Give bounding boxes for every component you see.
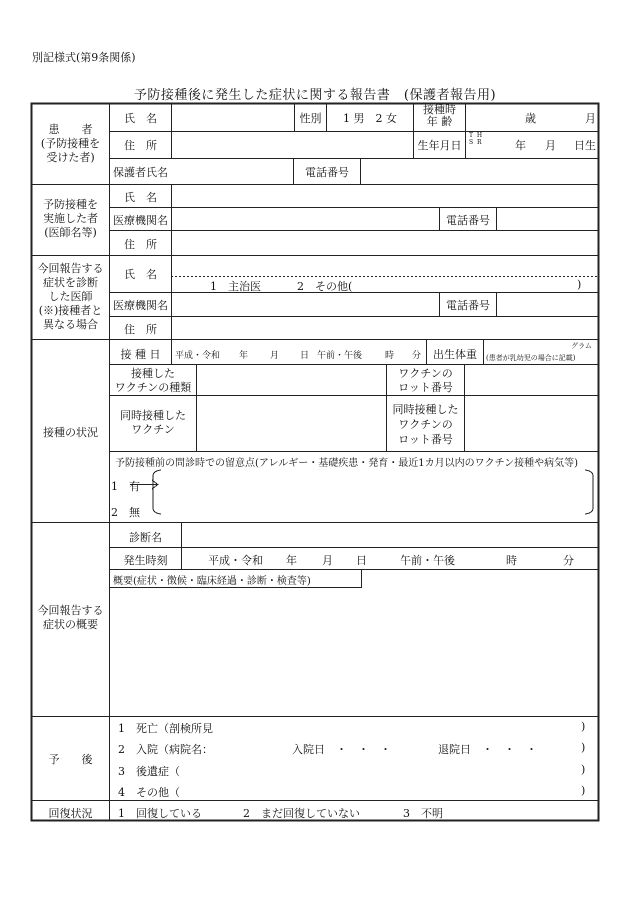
age-months-unit: 月	[585, 112, 596, 125]
relation-other[interactable]: 2 その他(	[297, 280, 353, 293]
summary-field[interactable]	[110, 588, 598, 716]
vaccinator-section-label-2: 実施した者	[43, 212, 98, 225]
doctor-section-label-3: した医師	[48, 290, 93, 303]
gram-unit: グラム	[571, 342, 592, 350]
vaccination-date-year: 年	[239, 351, 249, 361]
concurrent-vaccine-field[interactable]	[197, 396, 386, 451]
concurrent-label-1: 同時接種した	[120, 409, 186, 422]
pre-vaccination-notes-label: 予防接種前の問診時での留意点(アレルギー・基礎疾患・発育・最近1カ月以内のワクチン接種や病気等)	[115, 458, 579, 469]
vaccinator-phone-field[interactable]	[497, 208, 598, 230]
doctor-phone-label: 電話番号	[446, 299, 490, 312]
sex-label: 性別	[299, 112, 322, 125]
onset-year: 年	[286, 554, 297, 567]
prognosis-hospitalized[interactable]: 2 入院（病院名：	[118, 743, 213, 756]
onset-day: 日	[356, 554, 367, 567]
admission-date[interactable]: 入院日 ・ ・ ・	[292, 743, 391, 756]
guardian-name-label: 保護者氏名	[113, 166, 168, 179]
relation-primary[interactable]: 1 主治医	[210, 280, 261, 293]
onset-month: 月	[322, 554, 333, 567]
lot-label-2: ロット番号	[398, 381, 453, 394]
doctor-name-label: 氏 名	[124, 268, 157, 281]
form-title: 予防接種後に発生した症状に関する報告書 (保護者報告用)	[133, 88, 497, 103]
doctor-section-label-4: (※)接種者と	[38, 304, 103, 317]
patient-address-label: 住 所	[124, 139, 157, 152]
age-label-1: 接種時	[423, 103, 456, 116]
birthdate-label: 生年月日	[417, 139, 462, 152]
doctor-section-label-5: 異なる場合	[43, 318, 98, 331]
concurrent-lot-field[interactable]	[465, 396, 598, 451]
prognosis-section-label: 予 後	[48, 753, 93, 766]
birth-weight-label: 出生体重	[433, 348, 477, 361]
era-mark-t: T	[469, 132, 474, 139]
vaccinator-name-field[interactable]	[172, 185, 598, 207]
header-note: 別記様式(第9条関係)	[32, 51, 136, 64]
patient-name-field[interactable]	[172, 104, 294, 131]
relation-close-paren: )	[577, 278, 582, 291]
doctor-name-field[interactable]	[172, 256, 598, 276]
doctor-address-field[interactable]	[172, 317, 598, 339]
prognosis-other[interactable]: 4 その他（	[118, 786, 180, 799]
guardian-name-field[interactable]	[172, 159, 293, 184]
vaccine-type-field[interactable]	[197, 365, 386, 395]
prognosis-death-close: )	[581, 720, 586, 733]
era-mark-r: R	[476, 139, 482, 146]
concurrent-lot-label-2: ワクチンの	[398, 418, 453, 431]
discharge-date[interactable]: 退院日 ・ ・ ・	[438, 743, 537, 756]
birth-month-unit: 月	[545, 139, 556, 152]
vaccinator-section-label-3: (医師名等)	[44, 226, 97, 239]
diagnosis-label: 診断名	[129, 531, 162, 544]
doctor-section-label-1: 今回報告する	[37, 262, 104, 275]
onset-era: 平成・令和	[208, 554, 263, 567]
symptoms-section-label-2: 症状の概要	[43, 618, 98, 631]
concurrent-lot-label-1: 同時接種した	[392, 403, 459, 416]
birth-weight-note: (患者が乳幼児の場合に記載)	[486, 354, 576, 362]
recovery-option-recovered[interactable]: 1 回復している	[118, 807, 202, 820]
vaccinator-institution-field[interactable]	[172, 208, 439, 230]
lot-number-field[interactable]	[465, 365, 598, 395]
era-mark-h: H	[476, 132, 483, 139]
age-label-2: 年 齢	[426, 115, 453, 128]
vaccination-date-label: 接 種 日	[120, 348, 161, 361]
doctor-address-label: 住 所	[124, 323, 157, 336]
prognosis-sequelae[interactable]: 3 後遺症（	[118, 765, 180, 778]
vaccine-type-label-2: ワクチンの種類	[114, 381, 192, 394]
doctor-phone-field[interactable]	[497, 293, 598, 316]
patient-name-label: 氏 名	[124, 112, 157, 125]
recovery-option-unknown[interactable]: 3 不明	[403, 807, 443, 820]
age-years-unit: 歳	[525, 112, 536, 125]
onset-ampm: 午前・午後	[400, 554, 455, 567]
doctor-institution-field[interactable]	[172, 293, 439, 316]
notes-option-yes[interactable]: 1 有	[111, 480, 140, 493]
vaccinator-address-field[interactable]	[172, 231, 598, 255]
patient-address-field[interactable]	[172, 132, 413, 158]
patient-section-label-3: 受けた者)	[46, 151, 95, 164]
doctor-institution-label: 医療機関名	[113, 299, 168, 312]
prognosis-sequelae-close: )	[581, 763, 586, 776]
lot-label-1: ワクチンの	[398, 367, 453, 380]
summary-label: 概要(症状・徴候・臨床経過・診断・検査等)	[113, 576, 311, 587]
vaccination-section-label: 接種の状況	[43, 426, 98, 439]
vaccination-date-day: 日	[300, 351, 310, 361]
onset-hour: 時	[506, 554, 517, 567]
vaccination-date-minute: 分	[412, 351, 422, 361]
prognosis-other-close: )	[581, 784, 586, 797]
vaccine-type-label-1: 接種した	[131, 367, 175, 380]
guardian-phone-label: 電話番号	[305, 166, 349, 179]
era-mark-s: S	[469, 139, 474, 146]
recovery-section-label: 回復状況	[48, 807, 93, 820]
vaccinator-institution-label: 医療機関名	[113, 214, 168, 227]
concurrent-lot-label-3: ロット番号	[398, 433, 453, 446]
prognosis-death[interactable]: 1 死亡（剖検所見	[118, 722, 213, 735]
patient-section-label-1: 患 者	[48, 123, 93, 136]
vaccination-date-ampm: 午前・午後	[317, 351, 363, 361]
guardian-phone-field[interactable]	[361, 159, 598, 184]
vaccinator-phone-label: 電話番号	[446, 214, 490, 227]
vaccinator-address-label: 住 所	[124, 238, 157, 251]
recovery-option-not-recovered[interactable]: 2 まだ回復していない	[243, 807, 360, 820]
onset-label: 発生時刻	[123, 554, 168, 567]
diagnosis-field[interactable]	[182, 523, 598, 547]
birth-year-unit: 年	[515, 139, 526, 152]
symptoms-section-label-1: 今回報告する	[37, 604, 104, 617]
vaccinator-section-label-1: 予防接種を	[43, 198, 98, 211]
vaccination-date-month: 月	[270, 351, 280, 361]
prognosis-hospital-close: )	[581, 741, 586, 754]
doctor-section-label-2: 症状を診断	[43, 276, 98, 289]
onset-minute: 分	[563, 554, 574, 567]
birth-day-unit: 日生	[574, 139, 596, 152]
concurrent-label-2: ワクチン	[131, 423, 175, 436]
notes-option-no[interactable]: 2 無	[111, 506, 140, 519]
patient-section-label-2: (予防接種を	[40, 137, 101, 150]
notes-detail-field[interactable]	[162, 471, 584, 513]
vaccination-date-era: 平成・令和	[175, 351, 221, 361]
vaccination-date-hour: 時	[385, 351, 395, 361]
vaccinator-name-label: 氏 名	[124, 191, 157, 204]
sex-options[interactable]: 1 男 2 女	[343, 112, 397, 125]
